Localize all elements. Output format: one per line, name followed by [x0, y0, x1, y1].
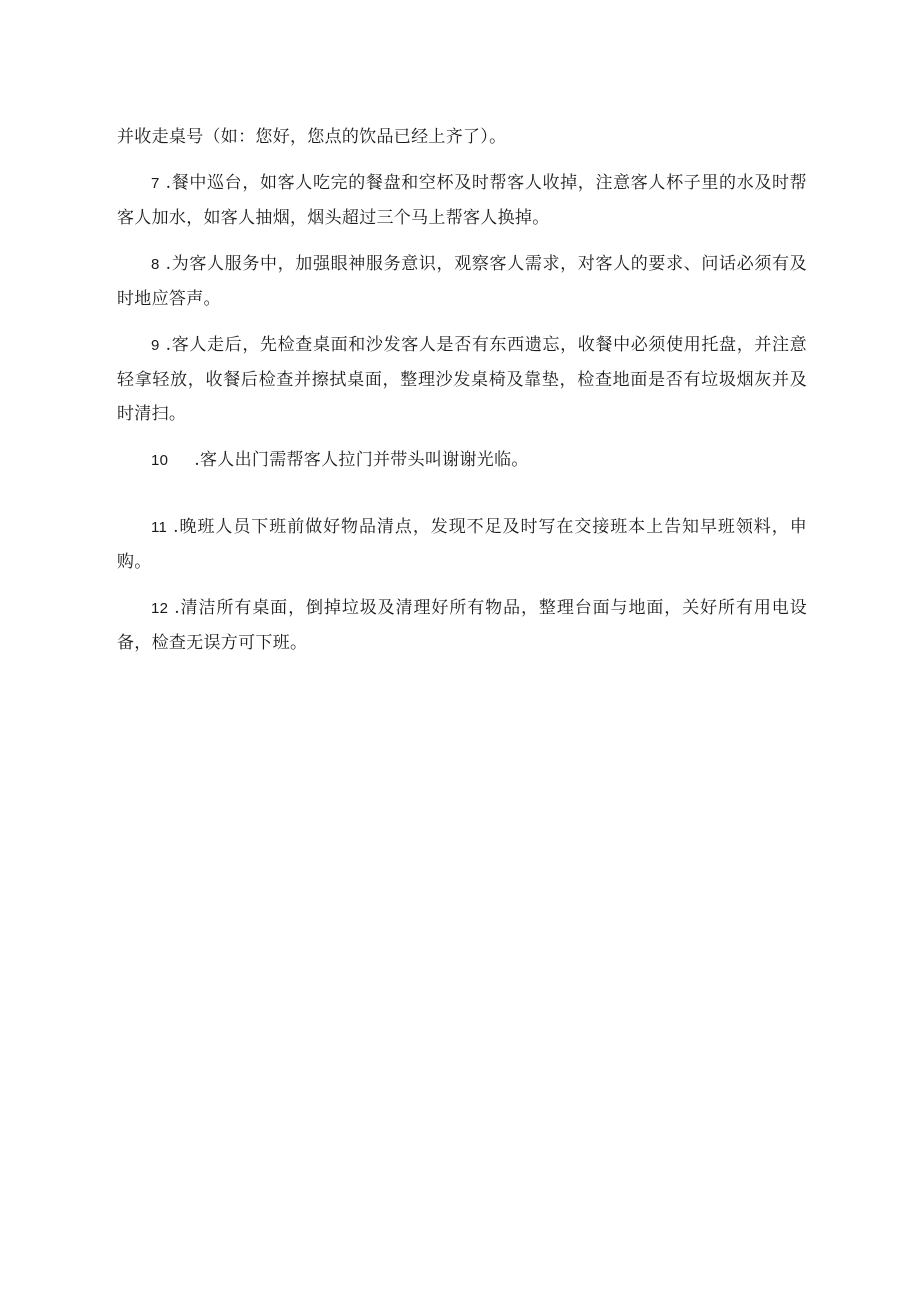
- document-body: [117, 120, 807, 672]
- item-text: .为客人服务中，加强眼神服务意识，观察客人需求，对客人的要求、问话必须有及时地应答声。: [117, 254, 807, 309]
- item-text: .清洁所有桌面，倒掉垃圾及清理好所有物品，整理台面与地面，关好所有用电设备，检查无误方可下班。: [117, 598, 807, 653]
- continuation-paragraph: 并收走桌号（如：您好，您点的饮品已经上齐了）。: [117, 127, 507, 147]
- item-text: .晚班人员下班前做好物品清点，发现不足及时写在交接班本上告知早班领料，申购。: [117, 517, 807, 572]
- list-item-12: [117, 591, 807, 660]
- item-number: 10: [151, 452, 169, 469]
- list-item-10: [117, 443, 807, 478]
- item-text: .客人走后，先检查桌面和沙发客人是否有东西遗忘，收餐中必须使用托盘，并注意轻拿轻放，收餐后检查并擦拭桌面，整理沙发桌椅及靠垫，检查地面是否有垃圾烟灰并及时清扫。: [117, 335, 807, 424]
- list-item-9: [117, 328, 807, 431]
- item-number: 11: [151, 519, 168, 536]
- list-item-8: [117, 247, 807, 316]
- item-text: .餐中巡台，如客人吃完的餐盘和空杯及时帮客人收掉，注意客人杯子里的水及时帮客人加水，如客人抽烟，烟头超过三个马上帮客人换掉。: [117, 173, 807, 228]
- item-number: 7: [151, 175, 160, 192]
- item-number: 9: [151, 337, 160, 354]
- list-item-7: [117, 166, 807, 235]
- item-number: 12: [151, 600, 169, 617]
- list-item-11: [117, 510, 807, 579]
- item-text: .客人出门需帮客人拉门并带头叫谢谢光临。: [194, 450, 529, 470]
- item-number: 8: [151, 256, 160, 273]
